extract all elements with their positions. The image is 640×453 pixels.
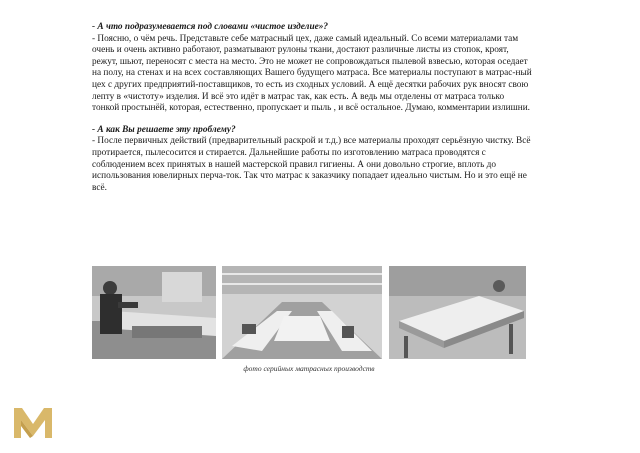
factory-photo-worker [92,266,216,359]
factory-photo-mattress [389,266,526,359]
answer-1: - Поясню, о чём речь. Представьте себе матрасный цех, даже самый идеальный. Со всеми материалами там очень и очень активно работают, разматывают рулоны ткани, достают различные листы из стопок, кроят, режут, шьют, переносят с места на место. Это не может не сопровождаться пылевой взвесью, которая оседает на полу, на стенах и на всех составляющих Вашего будущего матраса. Все материалы поступают в матрас-ный цех с других предприятий-поставщиков, то есть из сходных условий. А ещё десятки рабочих рук вносят свою лепту в «чистоту» изделия. И всё это идёт в матрас так, как есть. А ведь мы отделены от матраса только тонкой простынёй, которая, естественно, пропускает и пыль , и всё остальное. Думаю, комментарии излишни. [92,33,532,114]
photo-caption: фото серийных матрасных производств [243,364,375,373]
m-logo-icon [12,406,54,440]
factory-photo-hall [222,266,382,359]
answer-2: - После первичных действий (предварительный раскрой и т.д.) все материалы проходят серьёзную чистку. Всё протирается, пылесосится и стирается. Дальнейшие работы по изготовлению матраса проводятся с соблюдением всех принятых в нашей мастерской правил гигиены. А они довольно строгие, вплоть до использования ювелирных перча-ток. Так что матрас к заказчику попадает идеально чистым. Но и это ещё не всё. [92,136,531,193]
article-text [92,22,532,194]
question-2: - А как Вы решаете эту проблему? [92,124,236,135]
question-1: - А что подразумевается под словами «чистое изделие»? [92,22,329,32]
